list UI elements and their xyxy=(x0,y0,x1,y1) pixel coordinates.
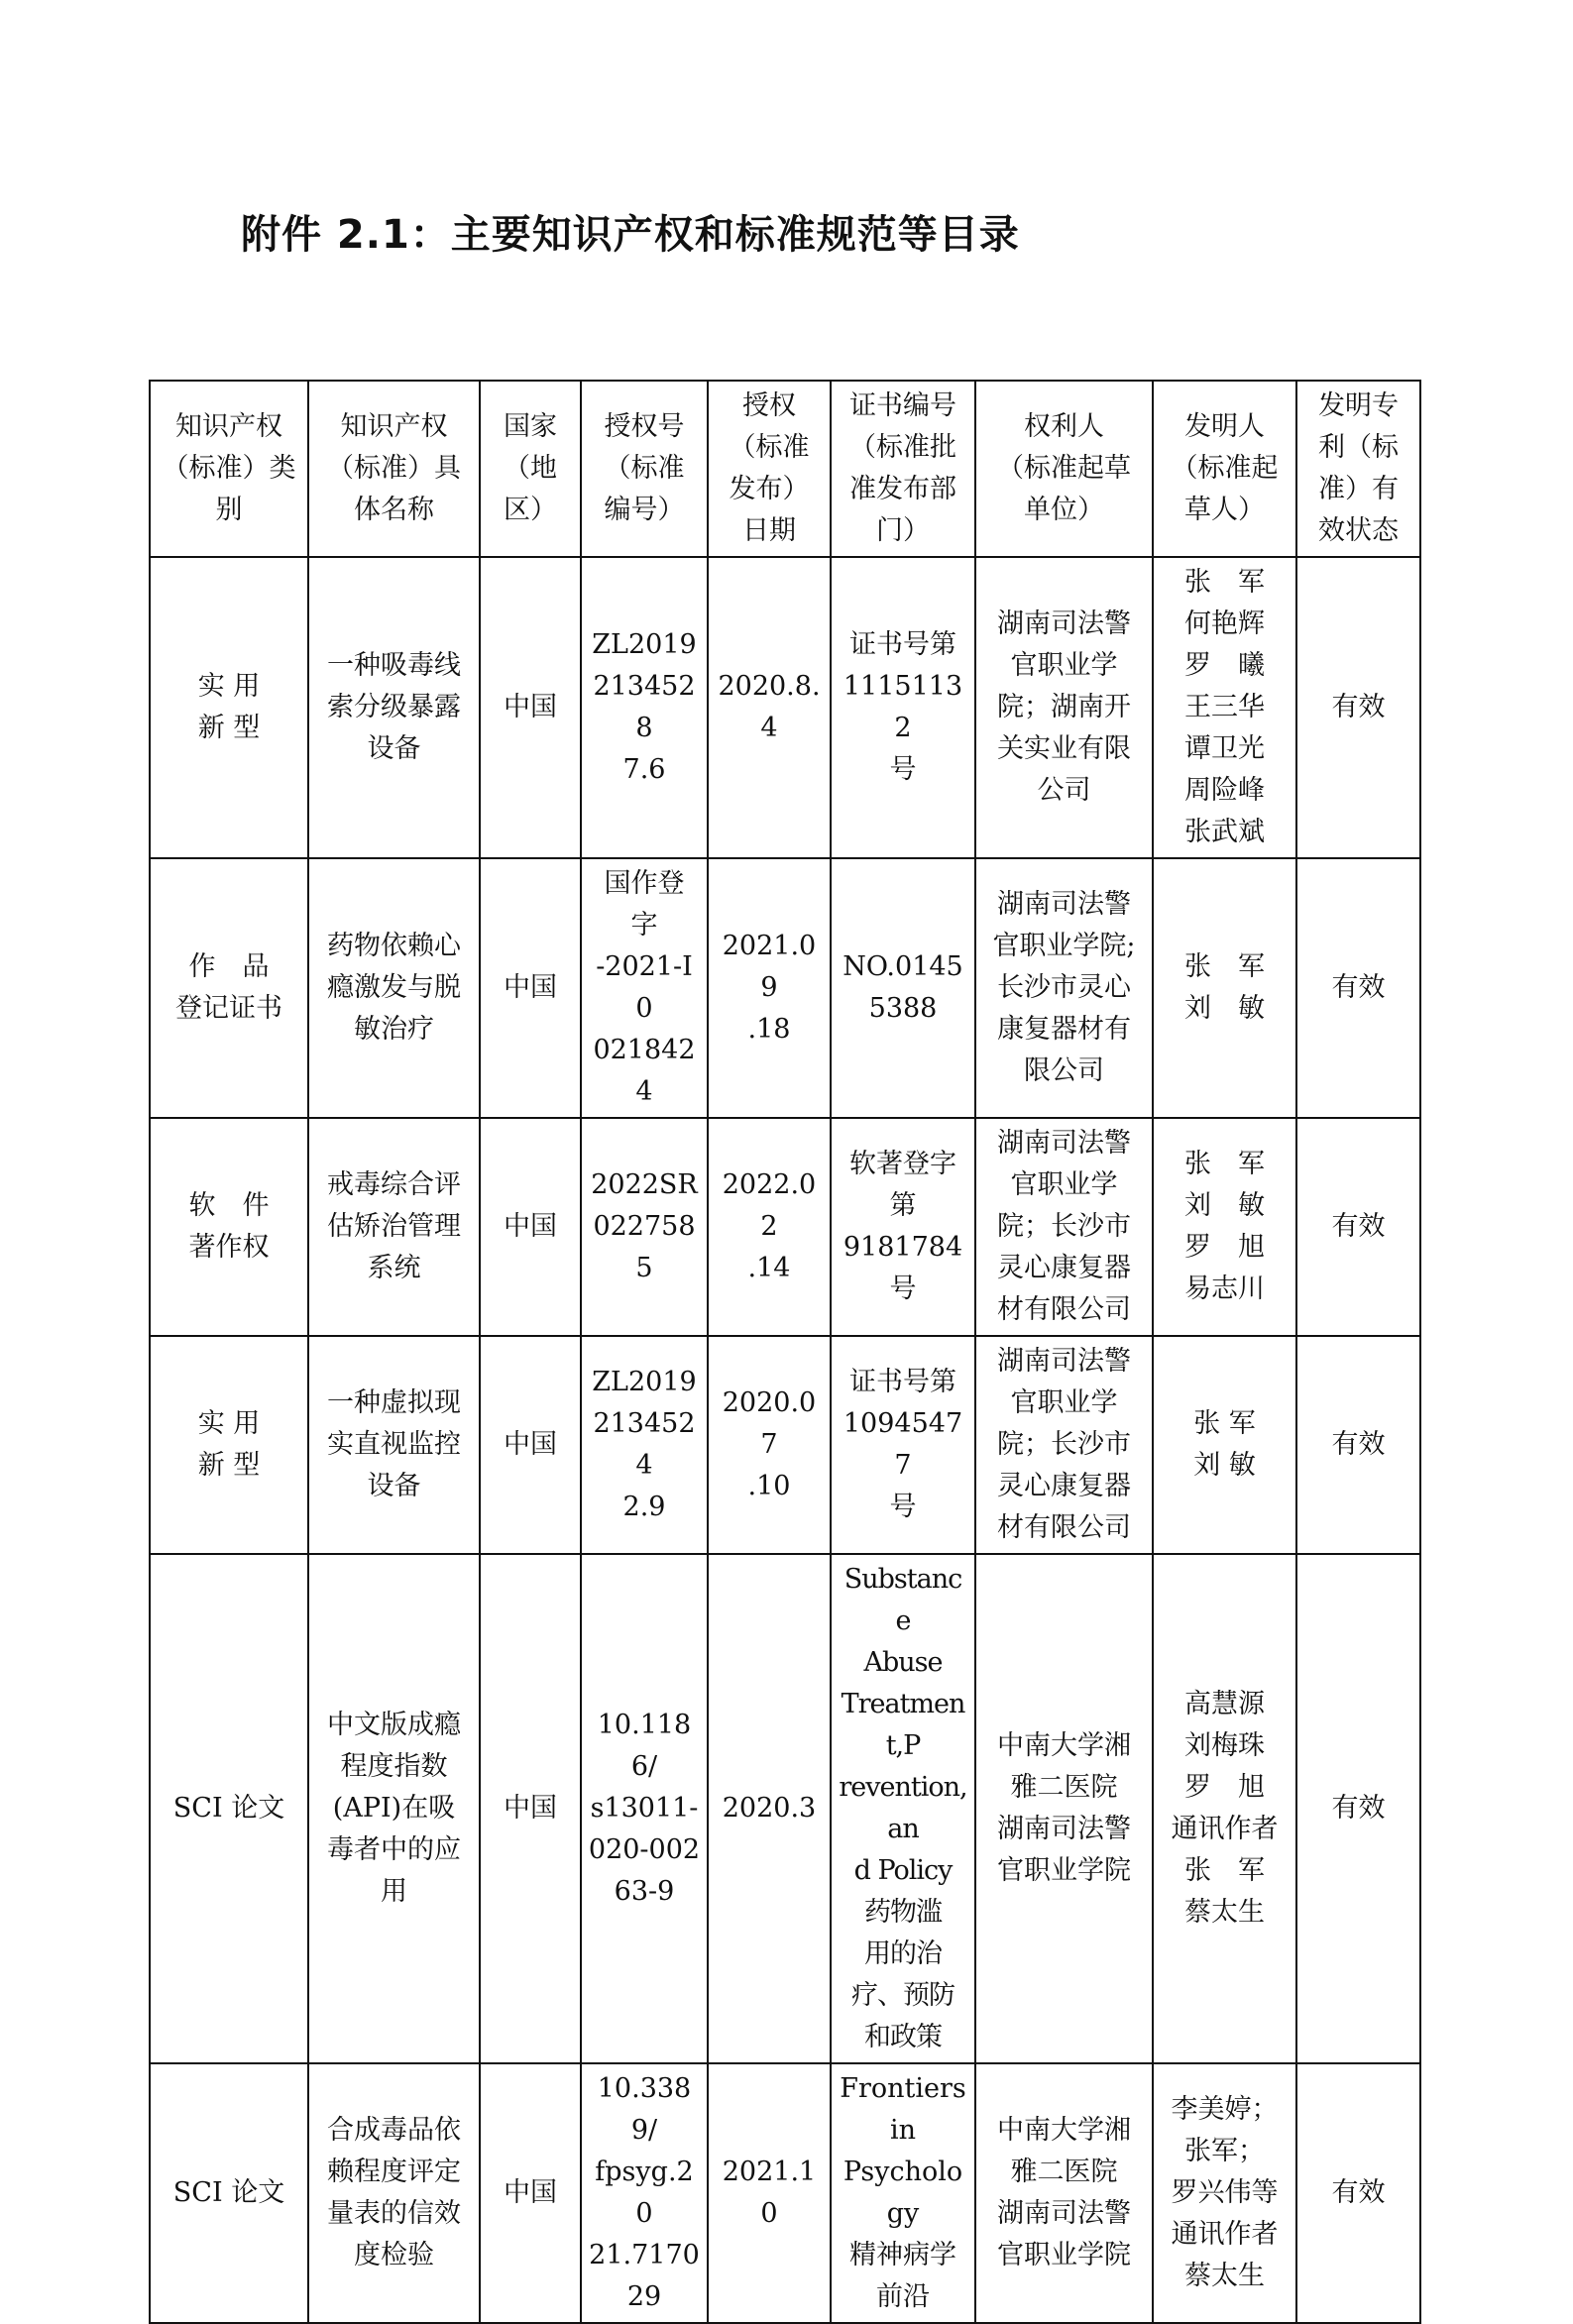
cell-line: （标准起草 xyxy=(997,453,1131,484)
cell-line: 官职业学 xyxy=(1010,650,1118,681)
cell-line: 中国 xyxy=(504,1429,557,1460)
cell-line: 准发布部 xyxy=(849,474,956,504)
cell-line: 用 xyxy=(381,1876,407,1907)
cell-line: 门） xyxy=(876,515,930,546)
cell-line: 证书号第 xyxy=(849,629,956,660)
cell-line: 官职业学院 xyxy=(997,1855,1131,1886)
cell-line: 刘 敏 xyxy=(1184,993,1265,1024)
cell-line: 4 xyxy=(760,713,778,743)
name-cell xyxy=(308,1118,480,1336)
cell-line: 刘 敏 xyxy=(1184,1190,1265,1221)
cell-line: 量表的信效 xyxy=(327,2198,461,2229)
cell-line: 湖南司法警 xyxy=(997,1346,1131,1377)
cell-line: 字 xyxy=(630,910,658,941)
cell-line: 2021.09 xyxy=(722,931,817,1003)
inventors-cell xyxy=(1153,557,1296,858)
table-body xyxy=(150,557,1420,2323)
cell-line: 雅二医院 xyxy=(1010,2157,1118,2187)
cell-line: 10.1186/ xyxy=(597,1710,692,1782)
header-country xyxy=(480,381,581,557)
cell-line: 准）有 xyxy=(1318,474,1399,504)
cell-line: 发明人 xyxy=(1184,411,1265,442)
cell-line: 0227585 xyxy=(593,1211,696,1283)
cell-line: 赖程度评定 xyxy=(327,2157,461,2187)
cell-line: SCI 论文 xyxy=(172,2177,285,2208)
cell-line: 合成毒品依 xyxy=(327,2115,461,2146)
cell-line: 院；湖南开 xyxy=(997,692,1131,722)
cell-line: 新 型 xyxy=(197,713,261,743)
cell-line: （标准）具 xyxy=(327,453,461,484)
cell-line: 著作权 xyxy=(188,1232,270,1263)
cell-line: 2.9 xyxy=(622,1492,666,1522)
cell-line: NO.0145 xyxy=(843,951,963,982)
cell-line: -2021-I0 xyxy=(596,951,693,1024)
cell-line: 一种虚拟现 xyxy=(327,1387,461,1418)
inventors-cell xyxy=(1153,1336,1296,1554)
cell-line: 中国 xyxy=(504,1793,557,1824)
cell-line: 2021.10 xyxy=(722,2157,817,2229)
cell-line: 中国 xyxy=(504,1211,557,1242)
cell-line: 10945477 xyxy=(843,1408,963,1481)
cell-line: 湖南司法警 xyxy=(997,889,1131,920)
cert-no-cell xyxy=(831,557,975,858)
cell-line: 院；长沙市 xyxy=(997,1429,1131,1460)
cell-line: 日期 xyxy=(742,515,796,546)
cell-line: 9181784 xyxy=(843,1232,963,1263)
header-status xyxy=(1296,381,1420,557)
cell-line: 张 军 xyxy=(1184,567,1265,598)
cell-line: 雅二医院 xyxy=(1010,1772,1118,1803)
cell-line: s13011- xyxy=(590,1793,699,1824)
cell-line: 草人） xyxy=(1184,495,1265,525)
country-cell xyxy=(480,557,581,858)
cell-line: 和政策 xyxy=(864,2022,942,2052)
cell-line: 63-9 xyxy=(614,1876,675,1907)
name-cell xyxy=(308,858,480,1118)
table-row xyxy=(150,1554,1420,2063)
cell-line: 授权 xyxy=(742,390,796,421)
inventors-cell xyxy=(1153,2063,1296,2323)
name-cell xyxy=(308,1336,480,1554)
auth-no-cell xyxy=(581,1336,708,1554)
cell-line: 有效 xyxy=(1331,1793,1386,1824)
cell-line: 张 军 xyxy=(1193,1408,1256,1439)
date-cell xyxy=(708,1554,831,2063)
cell-line: 蔡太生 xyxy=(1184,1897,1265,1928)
cell-line: （标准 xyxy=(729,432,810,463)
cell-line: 21.7170 xyxy=(589,2240,700,2270)
cell-line: 国家 xyxy=(504,411,557,442)
date-cell xyxy=(708,858,831,1118)
cell-line: 有效 xyxy=(1331,1211,1386,1242)
cell-line: 敏治疗 xyxy=(354,1014,434,1045)
cell-line: 设备 xyxy=(367,1471,421,1501)
cell-line: 知识产权 xyxy=(340,411,448,442)
cell-line: 药物依赖心 xyxy=(327,931,461,961)
auth-no-cell xyxy=(581,858,708,1118)
header-name xyxy=(308,381,480,557)
cell-line: 官职业学 xyxy=(1010,1387,1118,1418)
date-cell xyxy=(708,557,831,858)
country-cell xyxy=(480,1118,581,1336)
cell-line: Abuse xyxy=(863,1647,943,1678)
name-cell xyxy=(308,2063,480,2323)
cell-line: 授权号 xyxy=(604,411,685,442)
cell-line: 张 军 xyxy=(1184,1149,1265,1179)
cell-line: 官职业学院; xyxy=(992,931,1136,961)
header-cert-no xyxy=(831,381,975,557)
cell-line: 张 军 xyxy=(1184,1855,1265,1886)
status-cell xyxy=(1296,557,1420,858)
country-cell xyxy=(480,858,581,1118)
cell-line: 罗 曦 xyxy=(1184,650,1265,681)
cell-line: 发明专 xyxy=(1318,390,1399,421)
cell-line: 号 xyxy=(889,754,917,785)
cell-line: 证书号第 xyxy=(849,1367,956,1397)
cell-line: 张 军 xyxy=(1184,951,1265,982)
cell-line: 10.3389/ xyxy=(597,2073,692,2146)
cell-line: in xyxy=(889,2115,917,2146)
cell-line: Treatment,P xyxy=(841,1689,965,1761)
cell-line: 中南大学湘 xyxy=(997,2115,1131,2146)
category-cell xyxy=(150,557,308,858)
cell-line: 罗兴伟等 xyxy=(1171,2177,1279,2208)
cell-line: 系统 xyxy=(367,1253,421,1283)
cell-line: 国作登 xyxy=(604,868,685,899)
holder-cell xyxy=(975,1554,1153,2063)
cell-line: 单位） xyxy=(1024,495,1104,525)
auth-no-cell xyxy=(581,2063,708,2323)
date-cell xyxy=(708,2063,831,2323)
date-cell xyxy=(708,1118,831,1336)
cell-line: 材有限公司 xyxy=(997,1512,1131,1543)
cell-line: 刘梅珠 xyxy=(1184,1730,1265,1761)
cell-line: .14 xyxy=(747,1253,791,1283)
cell-line: fpsyg.20 xyxy=(595,2157,694,2229)
table-row xyxy=(150,1118,1420,1336)
country-cell xyxy=(480,1554,581,2063)
cell-line: Substance xyxy=(843,1564,962,1636)
cell-line: 0218424 xyxy=(593,1035,696,1107)
cell-line: 瘾激发与脱 xyxy=(327,972,461,1003)
cell-line: 何艳辉 xyxy=(1184,609,1265,639)
cell-line: 作 品 xyxy=(188,951,270,982)
cell-line: 灵心康复器 xyxy=(997,1471,1131,1501)
category-cell xyxy=(150,858,308,1118)
cell-line: 湖南司法警 xyxy=(997,609,1131,639)
cell-line: （标准 xyxy=(604,453,685,484)
header-inventors xyxy=(1153,381,1296,557)
cell-line: .18 xyxy=(747,1014,791,1045)
cell-line: 周险峰 xyxy=(1184,775,1265,806)
header-auth-no xyxy=(581,381,708,557)
cert-no-cell xyxy=(831,1554,975,2063)
country-cell xyxy=(480,1336,581,1554)
cell-line: 中文版成瘾 xyxy=(327,1710,461,1740)
cell-line: 毒者中的应 xyxy=(327,1834,461,1865)
cell-line: 索分级暴露 xyxy=(327,692,461,722)
cell-line: 罗 旭 xyxy=(1184,1772,1265,1803)
cell-line: 蔡太生 xyxy=(1184,2261,1265,2291)
cell-line: 7.6 xyxy=(622,754,666,785)
header-row xyxy=(150,381,1420,557)
header-category xyxy=(150,381,308,557)
status-cell xyxy=(1296,1554,1420,2063)
cell-line: 编号） xyxy=(604,495,685,525)
cell-line: 实 用 xyxy=(197,1408,261,1439)
country-cell xyxy=(480,2063,581,2323)
cell-line: 2134524 xyxy=(593,1408,696,1481)
page-title: 附件 2.1：主要知识产权和标准规范等目录 xyxy=(241,212,1020,258)
header-date xyxy=(708,381,831,557)
cell-line: 中国 xyxy=(504,692,557,722)
cell-line: 软著登字 xyxy=(849,1149,956,1179)
cell-line: 药物滥 xyxy=(864,1897,942,1928)
cell-line: 公司 xyxy=(1037,775,1091,806)
cell-line: 号 xyxy=(889,1273,917,1304)
cell-line: 有效 xyxy=(1331,692,1386,722)
category-cell xyxy=(150,1336,308,1554)
cell-line: 证书编号 xyxy=(849,390,956,421)
cell-line: 易志川 xyxy=(1184,1273,1265,1304)
cell-line: 官职业学院 xyxy=(997,2240,1131,2270)
cert-no-cell xyxy=(831,1118,975,1336)
inventors-cell xyxy=(1153,1554,1296,2063)
cell-line: 湖南司法警 xyxy=(997,2198,1131,2229)
cell-line: 用的治 xyxy=(864,1938,942,1969)
cell-line: 谭卫光 xyxy=(1184,733,1265,764)
table-row xyxy=(150,2063,1420,2323)
ip-table xyxy=(149,380,1421,2324)
cell-line: 官职业学 xyxy=(1010,1169,1118,1200)
auth-no-cell xyxy=(581,1118,708,1336)
cell-line: 限公司 xyxy=(1024,1055,1104,1086)
cell-line: 估矫治管理 xyxy=(327,1211,461,1242)
cert-no-cell xyxy=(831,1336,975,1554)
cell-line: 利（标 xyxy=(1318,432,1399,463)
cell-line: SCI 论文 xyxy=(172,1793,285,1824)
cell-line: 2020.3 xyxy=(722,1793,817,1824)
cell-line: ZL2019 xyxy=(592,1367,697,1397)
table-row xyxy=(150,858,1420,1118)
cell-line: 前沿 xyxy=(876,2281,930,2312)
cell-line: .10 xyxy=(747,1471,791,1501)
cell-line: 号 xyxy=(889,1492,917,1522)
status-cell xyxy=(1296,1118,1420,1336)
inventors-cell xyxy=(1153,1118,1296,1336)
cell-line: 一种吸毒线 xyxy=(327,650,461,681)
cell-line: 高慧源 xyxy=(1184,1689,1265,1719)
cell-line: 湖南司法警 xyxy=(997,1814,1131,1844)
cell-line: 2022SR xyxy=(591,1169,698,1200)
cert-no-cell xyxy=(831,858,975,1118)
cell-line: 设备 xyxy=(367,733,421,764)
cell-line: Psychology xyxy=(843,2157,963,2229)
holder-cell xyxy=(975,2063,1153,2323)
cell-line: （标准批 xyxy=(849,432,956,463)
cell-line: 疗、预防 xyxy=(851,1980,955,2011)
cell-line: revention,an xyxy=(839,1772,967,1844)
cell-line: 长沙市灵心 xyxy=(997,972,1131,1003)
cell-line: 实直视监控 xyxy=(327,1429,461,1460)
cell-line: 2020.8. xyxy=(718,671,821,702)
cert-no-cell xyxy=(831,2063,975,2323)
cell-line: 登记证书 xyxy=(175,993,282,1024)
cell-line: 软 件 xyxy=(188,1190,270,1221)
cell-line: 效状态 xyxy=(1318,515,1399,546)
cell-line: 张军； xyxy=(1184,2136,1265,2166)
cell-line: 李美婷； xyxy=(1171,2094,1279,2125)
holder-cell xyxy=(975,858,1153,1118)
status-cell xyxy=(1296,858,1420,1118)
cell-line: 度检验 xyxy=(354,2240,434,2270)
cell-line: 有效 xyxy=(1331,1429,1386,1460)
cell-line: 实 用 xyxy=(197,671,261,702)
cell-line: 体名称 xyxy=(354,495,434,525)
inventors-cell xyxy=(1153,858,1296,1118)
header-holder xyxy=(975,381,1153,557)
cell-line: 区） xyxy=(504,495,557,525)
cell-line: 刘 敏 xyxy=(1193,1450,1256,1481)
holder-cell xyxy=(975,1336,1153,1554)
cell-line: 29 xyxy=(626,2281,662,2312)
auth-no-cell xyxy=(581,1554,708,2063)
cell-line: 张武斌 xyxy=(1184,817,1265,847)
category-cell xyxy=(150,2063,308,2323)
cell-line: Frontiers xyxy=(840,2073,966,2104)
cell-line: 2020.07 xyxy=(722,1387,817,1460)
cell-line: （标准起 xyxy=(1171,453,1279,484)
cell-line: （地 xyxy=(504,453,557,484)
cell-line: 知识产权 xyxy=(175,411,282,442)
holder-cell xyxy=(975,1118,1153,1336)
cell-line: 罗 旭 xyxy=(1184,1232,1265,1263)
category-cell xyxy=(150,1554,308,2063)
cell-line: 通讯作者 xyxy=(1171,2219,1279,2250)
cell-line: 材有限公司 xyxy=(997,1294,1131,1325)
cell-line: ZL2019 xyxy=(592,629,697,660)
cell-line: (API)在吸 xyxy=(332,1793,456,1824)
cell-line: 通讯作者 xyxy=(1171,1814,1279,1844)
cell-line: 别 xyxy=(215,495,243,525)
cell-line: 湖南司法警 xyxy=(997,1128,1131,1159)
cell-line: 关实业有限 xyxy=(997,733,1131,764)
name-cell xyxy=(308,557,480,858)
status-cell xyxy=(1296,1336,1420,1554)
cell-line: 程度指数 xyxy=(340,1751,448,1782)
holder-cell xyxy=(975,557,1153,858)
cell-line: 5388 xyxy=(868,993,938,1024)
cell-line: 2022.02 xyxy=(722,1169,817,1242)
cell-line: 灵心康复器 xyxy=(997,1253,1131,1283)
cell-line: 第 xyxy=(889,1190,917,1221)
status-cell xyxy=(1296,2063,1420,2323)
table-row xyxy=(150,557,1420,858)
cell-line: 中国 xyxy=(504,972,557,1003)
cell-line: 有效 xyxy=(1331,2177,1386,2208)
cell-line: 新 型 xyxy=(197,1450,261,1481)
cell-line: 2134528 xyxy=(593,671,696,743)
cell-line: 020-002 xyxy=(588,1834,701,1865)
cell-line: 精神病学 xyxy=(849,2240,956,2270)
cell-line: 康复器材有 xyxy=(997,1014,1131,1045)
cell-line: （标准）类 xyxy=(162,453,296,484)
table-row xyxy=(150,1336,1420,1554)
cell-line: 中国 xyxy=(504,2177,557,2208)
category-cell xyxy=(150,1118,308,1336)
cell-line: 有效 xyxy=(1331,972,1386,1003)
cell-line: 权利人 xyxy=(1024,411,1104,442)
cell-line: 王三华 xyxy=(1184,692,1265,722)
cell-line: 发布） xyxy=(729,474,810,504)
cell-line: d Policy xyxy=(853,1855,953,1886)
cell-line: 院；长沙市 xyxy=(997,1211,1131,1242)
auth-no-cell xyxy=(581,557,708,858)
date-cell xyxy=(708,1336,831,1554)
name-cell xyxy=(308,1554,480,2063)
cell-line: 11151132 xyxy=(843,671,963,743)
cell-line: 中南大学湘 xyxy=(997,1730,1131,1761)
cell-line: 戒毒综合评 xyxy=(327,1169,461,1200)
